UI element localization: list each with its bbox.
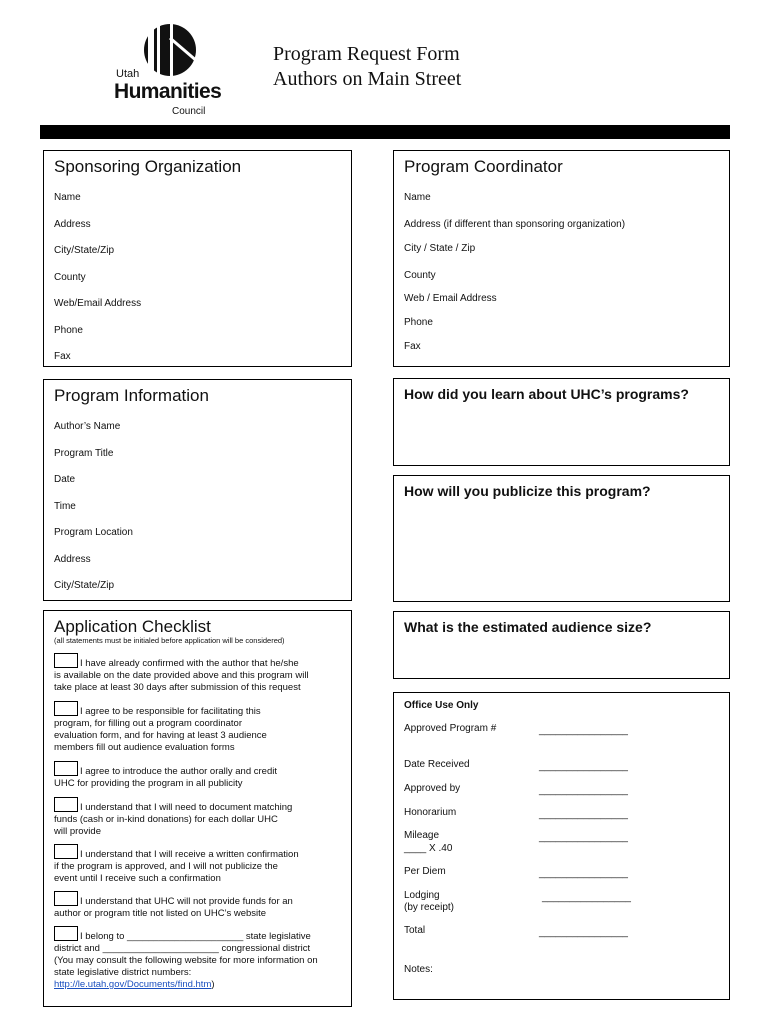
checklist-text: author or program title not listed on UHC’s website: [54, 908, 267, 919]
coordinator-name-field[interactable]: Name: [404, 192, 431, 203]
logo-utah-text: Utah: [116, 68, 140, 80]
checklist-text: will provide: [54, 826, 101, 837]
office-lodging-blank[interactable]: ________________: [542, 892, 631, 903]
checklist-text: funds (cash or in-kind donations) for each dollar UHC: [54, 814, 278, 825]
initial-box[interactable]: [54, 891, 78, 906]
checklist-item-facilitating: [54, 701, 267, 754]
office-lodging-label: Lodging: [404, 890, 440, 901]
office-date-received-label: Date Received: [404, 759, 470, 770]
application-checklist-title: Application Checklist: [54, 617, 211, 636]
audience-size-section[interactable]: [393, 611, 730, 679]
checklist-text: UHC for providing the program in all publicity: [54, 778, 243, 789]
office-use-section: [393, 692, 730, 1000]
sponsor-phone-field[interactable]: Phone: [54, 325, 83, 336]
application-checklist-section: [43, 610, 352, 1007]
sponsoring-organization-section: [43, 150, 352, 367]
sponsor-county-field[interactable]: County: [54, 272, 86, 283]
checklist-text: evaluation form, and for having at least 3 audience: [54, 730, 267, 741]
checklist-text: is available on the date provided above and this program will: [54, 670, 309, 681]
coordinator-address-field[interactable]: Address (if different than sponsoring organization): [404, 219, 626, 230]
office-use-title: Office Use Only: [404, 700, 479, 711]
form-title-line2: Authors on Main Street: [273, 68, 462, 90]
publicize-program-section[interactable]: [393, 475, 730, 602]
learn-about-uhc-section[interactable]: [393, 378, 730, 466]
checklist-text: I understand that UHC will not provide funds for an: [80, 896, 293, 907]
program-title-field[interactable]: Program Title: [54, 448, 114, 459]
form-title: [273, 42, 461, 92]
checklist-item-written-confirmation: [54, 844, 299, 885]
sponsor-name-field[interactable]: Name: [54, 192, 81, 203]
checklist-text: state legislative district numbers:: [54, 967, 192, 978]
office-approved-program-blank[interactable]: ________________: [539, 725, 628, 736]
uhc-logo-mark-icon: [140, 20, 200, 80]
initial-box[interactable]: [54, 797, 78, 812]
learn-about-uhc-question: How did you learn about UHC’s programs?: [404, 386, 689, 402]
checklist-text: I understand that I will need to document matching: [80, 802, 293, 813]
coordinator-web-email-field[interactable]: Web / Email Address: [404, 293, 497, 304]
office-mileage-blank[interactable]: ________________: [539, 832, 628, 843]
office-honorarium-label: Honorarium: [404, 807, 457, 818]
checklist-text: district and ______________________ congressional district: [54, 943, 311, 954]
office-notes-label: Notes:: [404, 964, 433, 975]
checklist-text: take place at least 30 days after submission of this request: [54, 682, 301, 693]
initial-box[interactable]: [54, 926, 78, 941]
office-mileage-label: Mileage: [404, 830, 440, 841]
author-name-field[interactable]: Author’s Name: [54, 421, 121, 432]
checklist-item-author-confirmed: [54, 653, 309, 694]
checklist-text: I have already confirmed with the author that he/she: [80, 658, 299, 669]
sponsor-web-email-field[interactable]: Web/Email Address: [54, 298, 142, 309]
form-title-line1: Program Request Form: [273, 43, 460, 65]
office-total-blank[interactable]: ________________: [539, 927, 628, 938]
program-city-state-zip-field[interactable]: City/State/Zip: [54, 580, 115, 591]
office-total-label: Total: [404, 925, 426, 936]
header-divider-bar: [40, 125, 730, 139]
coordinator-city-state-zip-field[interactable]: City / State / Zip: [404, 243, 476, 254]
initial-box[interactable]: [54, 844, 78, 859]
office-honorarium-blank[interactable]: ________________: [539, 809, 628, 820]
checklist-text: (You may consult the following website for more information on: [54, 955, 318, 966]
checklist-text: I understand that I will receive a written confirmation: [80, 849, 299, 860]
checklist-text: event until I receive such a confirmation: [54, 873, 221, 884]
program-information-section: [43, 379, 352, 601]
sponsoring-organization-title: Sponsoring Organization: [54, 157, 242, 176]
coordinator-phone-field[interactable]: Phone: [404, 317, 433, 328]
checklist-text: ): [211, 979, 215, 990]
publicize-program-question: How will you publicize this program?: [404, 483, 651, 499]
office-lodging-note: (by receipt): [404, 902, 455, 913]
program-date-field[interactable]: Date: [54, 474, 76, 485]
checklist-item-legislative-district: [54, 926, 318, 991]
uhc-logo: [100, 20, 240, 120]
sponsor-city-state-zip-field[interactable]: City/State/Zip: [54, 245, 115, 256]
initial-box[interactable]: [54, 701, 78, 716]
checklist-text: I agree to be responsible for facilitating this: [80, 706, 261, 717]
initial-box[interactable]: [54, 653, 78, 668]
program-time-field[interactable]: Time: [54, 501, 76, 512]
checklist-note: (all statements must be initialed before application will be considered): [54, 636, 285, 645]
program-coordinator-title: Program Coordinator: [404, 157, 563, 176]
office-approved-program-label: Approved Program #: [404, 723, 497, 734]
legislative-district-link[interactable]: http://le.utah.gov/Documents/find.htm: [54, 979, 212, 990]
office-approved-by-blank[interactable]: ________________: [539, 785, 628, 796]
program-information-title: Program Information: [54, 386, 209, 405]
initial-box[interactable]: [54, 761, 78, 776]
office-per-diem-label: Per Diem: [404, 866, 446, 877]
checklist-item-matching-funds: [54, 797, 292, 838]
program-coordinator-section: [393, 150, 730, 367]
audience-size-question: What is the estimated audience size?: [404, 619, 652, 635]
logo-council-text: Council: [172, 106, 206, 117]
checklist-item-website-titles: [54, 891, 293, 920]
checklist-item-introduce-author: [54, 761, 277, 790]
office-date-received-blank[interactable]: ________________: [539, 761, 628, 772]
checklist-text: I belong to ______________________ state legislative: [80, 931, 311, 942]
sponsor-address-field[interactable]: Address: [54, 219, 91, 230]
checklist-text: program, for filling out a program coordinator: [54, 718, 242, 729]
office-per-diem-blank[interactable]: ________________: [539, 868, 628, 879]
program-location-field[interactable]: Program Location: [54, 527, 133, 538]
checklist-text: I agree to introduce the author orally and credit: [80, 766, 277, 777]
coordinator-fax-field[interactable]: Fax: [404, 341, 421, 352]
checklist-text: if the program is approved, and I will not publicize the: [54, 861, 278, 872]
checklist-text: members fill out audience evaluation forms: [54, 742, 235, 753]
coordinator-county-field[interactable]: County: [404, 270, 436, 281]
logo-humanities-text: Humanities: [114, 80, 222, 103]
office-mileage-rate[interactable]: ____ X .40: [404, 843, 453, 854]
office-approved-by-label: Approved by: [404, 783, 461, 794]
program-address-field[interactable]: Address: [54, 554, 91, 565]
sponsor-fax-field[interactable]: Fax: [54, 351, 71, 362]
